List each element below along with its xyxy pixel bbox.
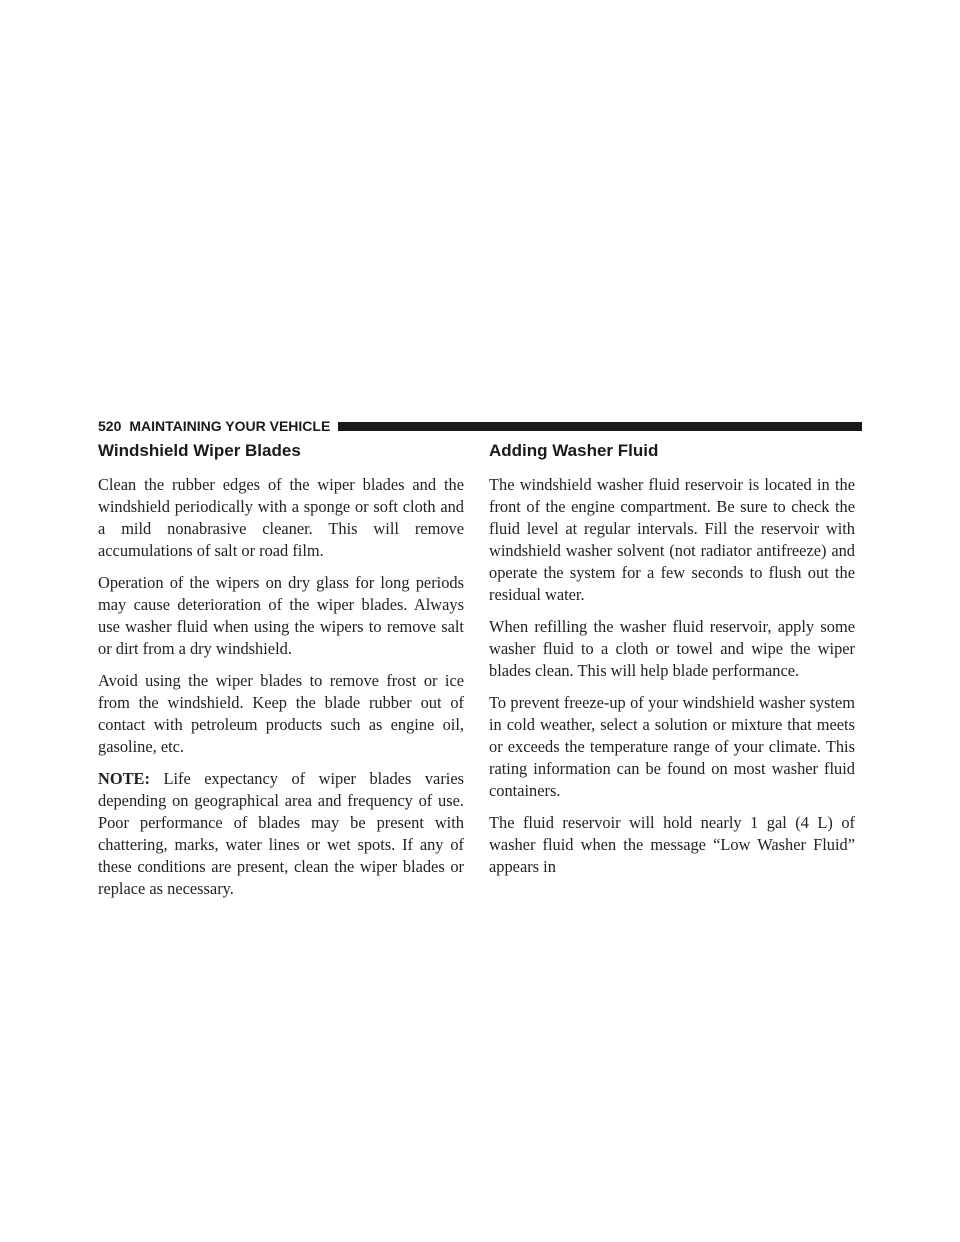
- wiper-note: [98, 768, 464, 900]
- wiper-blades-heading: Windshield Wiper Blades: [98, 441, 301, 460]
- washer-paragraph-2: When refilling the washer fluid reservoir, apply some washer fluid to a cloth or towel and wipe the wiper blades clean. This will help blade performance.: [489, 617, 855, 680]
- wiper-paragraph-2: Operation of the wipers on dry glass for long periods may cause deterioration of the wiper blades. Always use washer fluid when using the wipers to remove salt or dirt from a dry windshield.: [98, 573, 464, 658]
- note-text: Life expectancy of wiper blades varies depending on geographical area and frequency of use. Poor performance of blades may be present with chattering, marks, water lines or wet spots. If any of these conditions are present, clean the wiper blades or replace as necessary.: [98, 769, 464, 898]
- right-column: [489, 440, 855, 888]
- washer-fluid-heading: Adding Washer Fluid: [489, 441, 659, 460]
- washer-paragraph-3: To prevent freeze-up of your windshield washer system in cold weather, select a solution or mixture that meets or exceeds the temperature range of your climate. This rating information can be found on most washer fluid containers.: [489, 693, 855, 800]
- page-header: [98, 417, 862, 435]
- section-title: MAINTAINING YOUR VEHICLE: [129, 418, 331, 434]
- header-rule: [338, 422, 862, 431]
- wiper-paragraph-1: Clean the rubber edges of the wiper blades and the windshield periodically with a sponge or soft cloth and a mild nonabrasive cleaner. This will remove accumulations of salt or road film.: [98, 475, 464, 560]
- left-column: [98, 440, 464, 910]
- washer-paragraph-1: The windshield washer fluid reservoir is located in the front of the engine compartment. Be sure to check the fluid level at regular intervals. Fill the reservoir with windshield washer solvent (not radiator antifreeze) and operate the system for a few seconds to flush out the residual water.: [489, 475, 855, 604]
- washer-paragraph-4: The fluid reservoir will hold nearly 1 gal (4 L) of washer fluid when the message “Low Washer Fluid” appears in: [489, 813, 855, 876]
- wiper-paragraph-3: Avoid using the wiper blades to remove frost or ice from the windshield. Keep the blade rubber out of contact with petroleum products such as engine oil, gasoline, etc.: [98, 671, 464, 756]
- page-number: 520: [98, 418, 122, 434]
- note-label: NOTE:: [98, 769, 150, 788]
